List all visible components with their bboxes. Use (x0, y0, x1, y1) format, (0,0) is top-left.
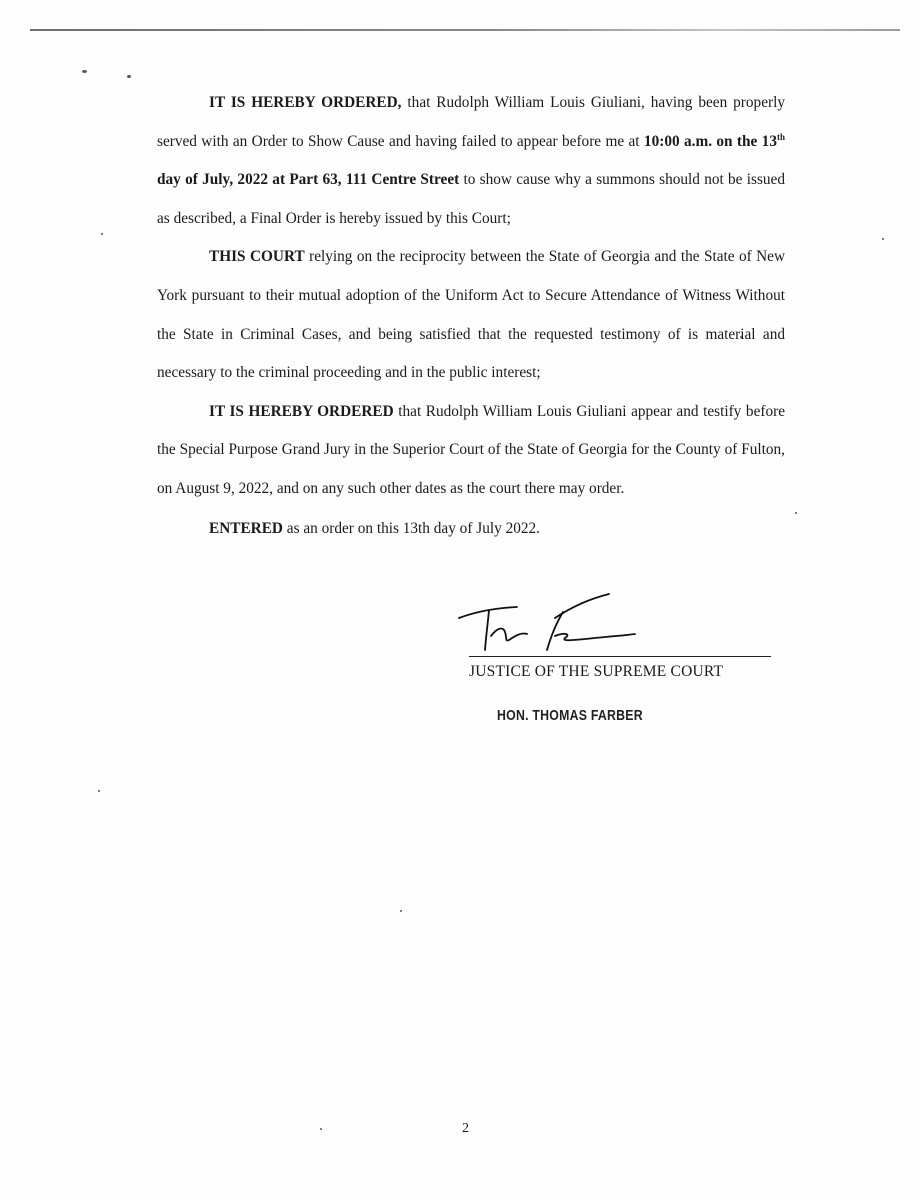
bold-text-run: th (776, 131, 785, 142)
bold-text-run: IT IS HEREBY ORDERED, (209, 94, 402, 111)
scan-speck (882, 238, 884, 240)
paragraph-court-reciprocity (157, 238, 785, 392)
scan-speck (101, 233, 103, 235)
bold-text-run: THIS COURT (209, 248, 305, 266)
paragraph-ordered-appear-failure (157, 84, 785, 238)
paragraph-entered (157, 510, 785, 549)
text-run: that Rudolph William Louis Giuliani, having been properly served with an Order to Show Cause and having failed to appear before me at (157, 94, 785, 150)
bold-text-run: IT IS HEREBY ORDERED (209, 402, 394, 420)
scan-speck (82, 70, 87, 73)
scan-speck (98, 790, 100, 792)
bold-text-run: day of July, 2022 at Part 63, 111 Centre Street (157, 171, 460, 189)
text-run: that Rudolph William Louis Giuliani appear and testify before the Special Purpose Grand Jury in the Superior Court of the State of Georgia for the County of Fulton, on August 9, 2022, and on any such other dates as the court there may order. (157, 402, 785, 497)
judge-name-stamp: HON. THOMAS FARBER (497, 707, 643, 724)
bold-text-run: ENTERED (209, 519, 283, 537)
paragraph-ordered-testify (157, 393, 785, 509)
signature-title: JUSTICE OF THE SUPREME COURT (469, 663, 724, 680)
signature-line (469, 656, 771, 657)
order-body (157, 84, 785, 548)
page-number: 2 (462, 1121, 469, 1136)
text-run: to show cause why a summons should not be issued as described, a Final Order is hereby issued by this Court; (157, 171, 785, 227)
scan-edge-rule (30, 29, 900, 31)
scan-speck (400, 910, 402, 912)
text-run: as an order on this 13th day of July 2022. (282, 519, 540, 537)
bold-text-run: 10:00 a.m. on the 13 (643, 132, 777, 150)
scan-speck (127, 75, 131, 78)
signature-block (455, 590, 785, 690)
text-run: relying on the reciprocity between the State of Georgia and the State of New York pursuant to their mutual adoption of the Uniform Act to Secure Attendance of Witness Without the State in Criminal Cases, and being satisfied that the requested testimony of is material and necessary to the criminal proceeding and in the public interest; (157, 248, 786, 382)
scan-speck (795, 512, 797, 514)
handwritten-signature (455, 590, 655, 665)
scan-speck (320, 1128, 322, 1130)
